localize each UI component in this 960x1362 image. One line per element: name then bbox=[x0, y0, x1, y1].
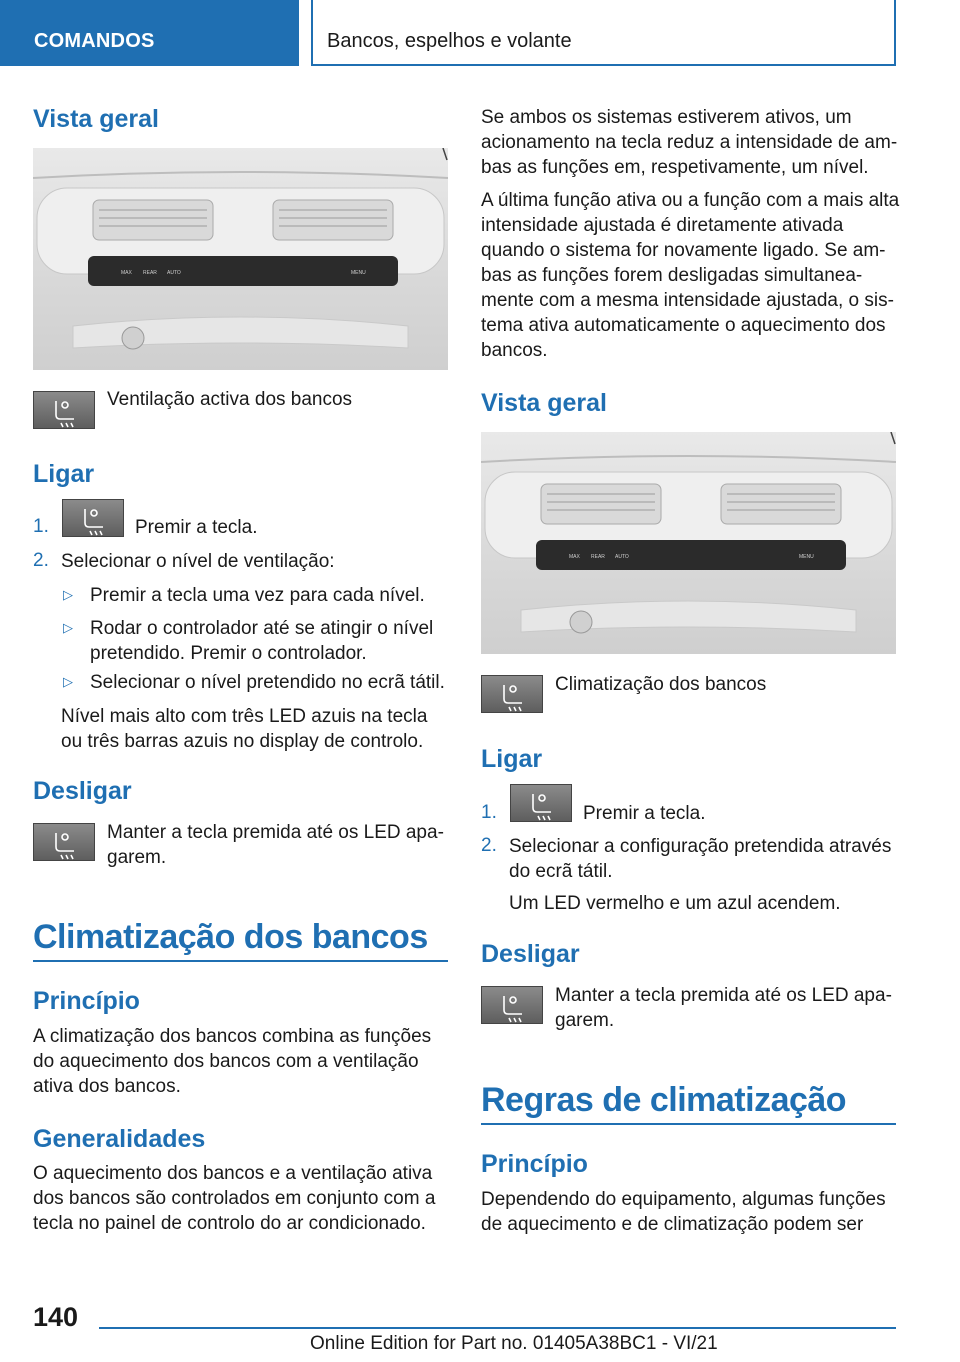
ventilation-caption: Ventilação activa dos bancos bbox=[107, 389, 353, 410]
left-step2-text: Selecionar o nível de ventilação: bbox=[61, 551, 335, 572]
bullet-item: Selecionar o nível pretendido no ecrã tátil. bbox=[90, 672, 445, 693]
bullet-triangle-icon: ▷ bbox=[63, 620, 73, 635]
svg-text:AUTO: AUTO bbox=[615, 554, 629, 560]
right-off-line: garem. bbox=[555, 1010, 615, 1031]
right-off-title: Desligar bbox=[481, 940, 580, 968]
seat-climate-key-icon bbox=[510, 784, 572, 822]
svg-text:MAX: MAX bbox=[121, 270, 132, 276]
right-step2-line: Selecionar a configuração pretendida através bbox=[509, 836, 892, 857]
bullet-item: Premir a tecla uma vez para cada nível. bbox=[90, 585, 425, 606]
page-number: 140 bbox=[33, 1302, 79, 1332]
bullet-item: Rodar o controlador até se atingir o nível bbox=[90, 618, 434, 639]
seat-climate-key-icon bbox=[481, 986, 543, 1024]
led-line: Um LED vermelho e um azul acendem. bbox=[509, 893, 841, 914]
intro-line: acionamento na tecla reduz a intensidade de am‐ bbox=[481, 132, 898, 153]
left-step2-number: 2. bbox=[33, 550, 49, 571]
left-step1-text: Premir a tecla. bbox=[135, 517, 258, 538]
svg-text:MENU: MENU bbox=[799, 554, 814, 560]
right-chapter-title: Regras de climatização bbox=[481, 1081, 847, 1119]
intro-line: Se ambos os sistemas estiverem ativos, um bbox=[481, 107, 852, 128]
left-step1-number: 1. bbox=[33, 516, 49, 537]
principle-line: ativa dos bancos. bbox=[33, 1076, 181, 1097]
climate-panel-photo bbox=[481, 432, 896, 654]
last-func-line: A última função ativa ou a função com a mais alta bbox=[481, 190, 900, 211]
last-func-line: mente com a mesma intensidade ajustada, o sis‐ bbox=[481, 290, 894, 311]
section-tab bbox=[311, 0, 896, 66]
right-off-line: Manter a tecla premida até os LED apa‐ bbox=[555, 985, 892, 1006]
last-func-line: quando o sistema for novamente ligado. Se am‐ bbox=[481, 240, 886, 261]
intro-line: bas as funções em, respetivamente, um nível. bbox=[481, 157, 869, 178]
chapter-underline bbox=[33, 960, 448, 962]
climate-caption: Climatização dos bancos bbox=[555, 674, 767, 695]
general-line: dos bancos são controlados em conjunto com a bbox=[33, 1188, 436, 1209]
right-step1-number: 1. bbox=[481, 802, 497, 823]
climate-panel-photo bbox=[33, 148, 448, 370]
general-line: O aquecimento dos bancos e a ventilação ativa bbox=[33, 1163, 433, 1184]
right-step2-line: do ecrã tátil. bbox=[509, 861, 613, 882]
chapter-underline bbox=[481, 1123, 896, 1125]
right-overview-title: Vista geral bbox=[481, 389, 608, 417]
max-level-line: ou três barras azuis no display de controlo. bbox=[61, 731, 424, 752]
footer-edition: Online Edition for Part no. 01405A38BC1 - VI/21 bbox=[310, 1333, 718, 1354]
principle-line: de aquecimento e de climatização podem ser bbox=[481, 1214, 864, 1235]
last-func-line: bas as funções forem desligadas simultanea‐ bbox=[481, 265, 863, 286]
max-level-line: Nível mais alto com três LED azuis na tecla bbox=[61, 706, 428, 727]
right-step1-text: Premir a tecla. bbox=[583, 803, 706, 824]
svg-text:REAR: REAR bbox=[591, 554, 605, 560]
right-on-title: Ligar bbox=[481, 745, 543, 773]
svg-text:MAX: MAX bbox=[569, 554, 580, 560]
right-principle-title: Princípio bbox=[481, 1150, 588, 1178]
right-step2-number: 2. bbox=[481, 835, 497, 856]
chapter-label: COMANDOS bbox=[34, 30, 155, 52]
seat-ventilation-key-icon bbox=[62, 499, 124, 537]
seat-ventilation-key-icon bbox=[33, 391, 95, 429]
svg-text:AUTO: AUTO bbox=[167, 270, 181, 276]
principle-line: do aquecimento dos bancos com a ventilação bbox=[33, 1051, 419, 1072]
left-general-title: Generalidades bbox=[33, 1125, 206, 1153]
seat-climate-key-icon bbox=[481, 675, 543, 713]
last-func-line: bancos. bbox=[481, 340, 548, 361]
left-on-title: Ligar bbox=[33, 460, 95, 488]
principle-line: A climatização dos bancos combina as funções bbox=[33, 1026, 432, 1047]
bullet-item-cont: pretendido. Premir o controlador. bbox=[90, 643, 367, 664]
svg-text:REAR: REAR bbox=[143, 270, 157, 276]
left-off-line: Manter a tecla premida até os LED apa‐ bbox=[107, 822, 444, 843]
bullet-triangle-icon: ▷ bbox=[63, 674, 73, 689]
bullet-triangle-icon: ▷ bbox=[63, 587, 73, 602]
left-chapter-title: Climatização dos bancos bbox=[33, 918, 428, 956]
left-off-line: garem. bbox=[107, 847, 167, 868]
footer-rule bbox=[99, 1327, 896, 1329]
general-line: tecla no painel de controlo do ar condicionado. bbox=[33, 1213, 426, 1234]
left-principle-title: Princípio bbox=[33, 987, 140, 1015]
chapter-tab bbox=[0, 0, 299, 66]
left-off-title: Desligar bbox=[33, 777, 132, 805]
last-func-line: intensidade ajustada é diretamente ativada bbox=[481, 215, 844, 236]
last-func-line: tema ativa automaticamente o aquecimento dos bbox=[481, 315, 886, 336]
svg-text:MENU: MENU bbox=[351, 270, 366, 276]
left-overview-title: Vista geral bbox=[33, 105, 160, 133]
principle-line: Dependendo do equipamento, algumas funções bbox=[481, 1189, 886, 1210]
seat-ventilation-key-icon bbox=[33, 823, 95, 861]
section-label: Bancos, espelhos e volante bbox=[327, 30, 572, 52]
